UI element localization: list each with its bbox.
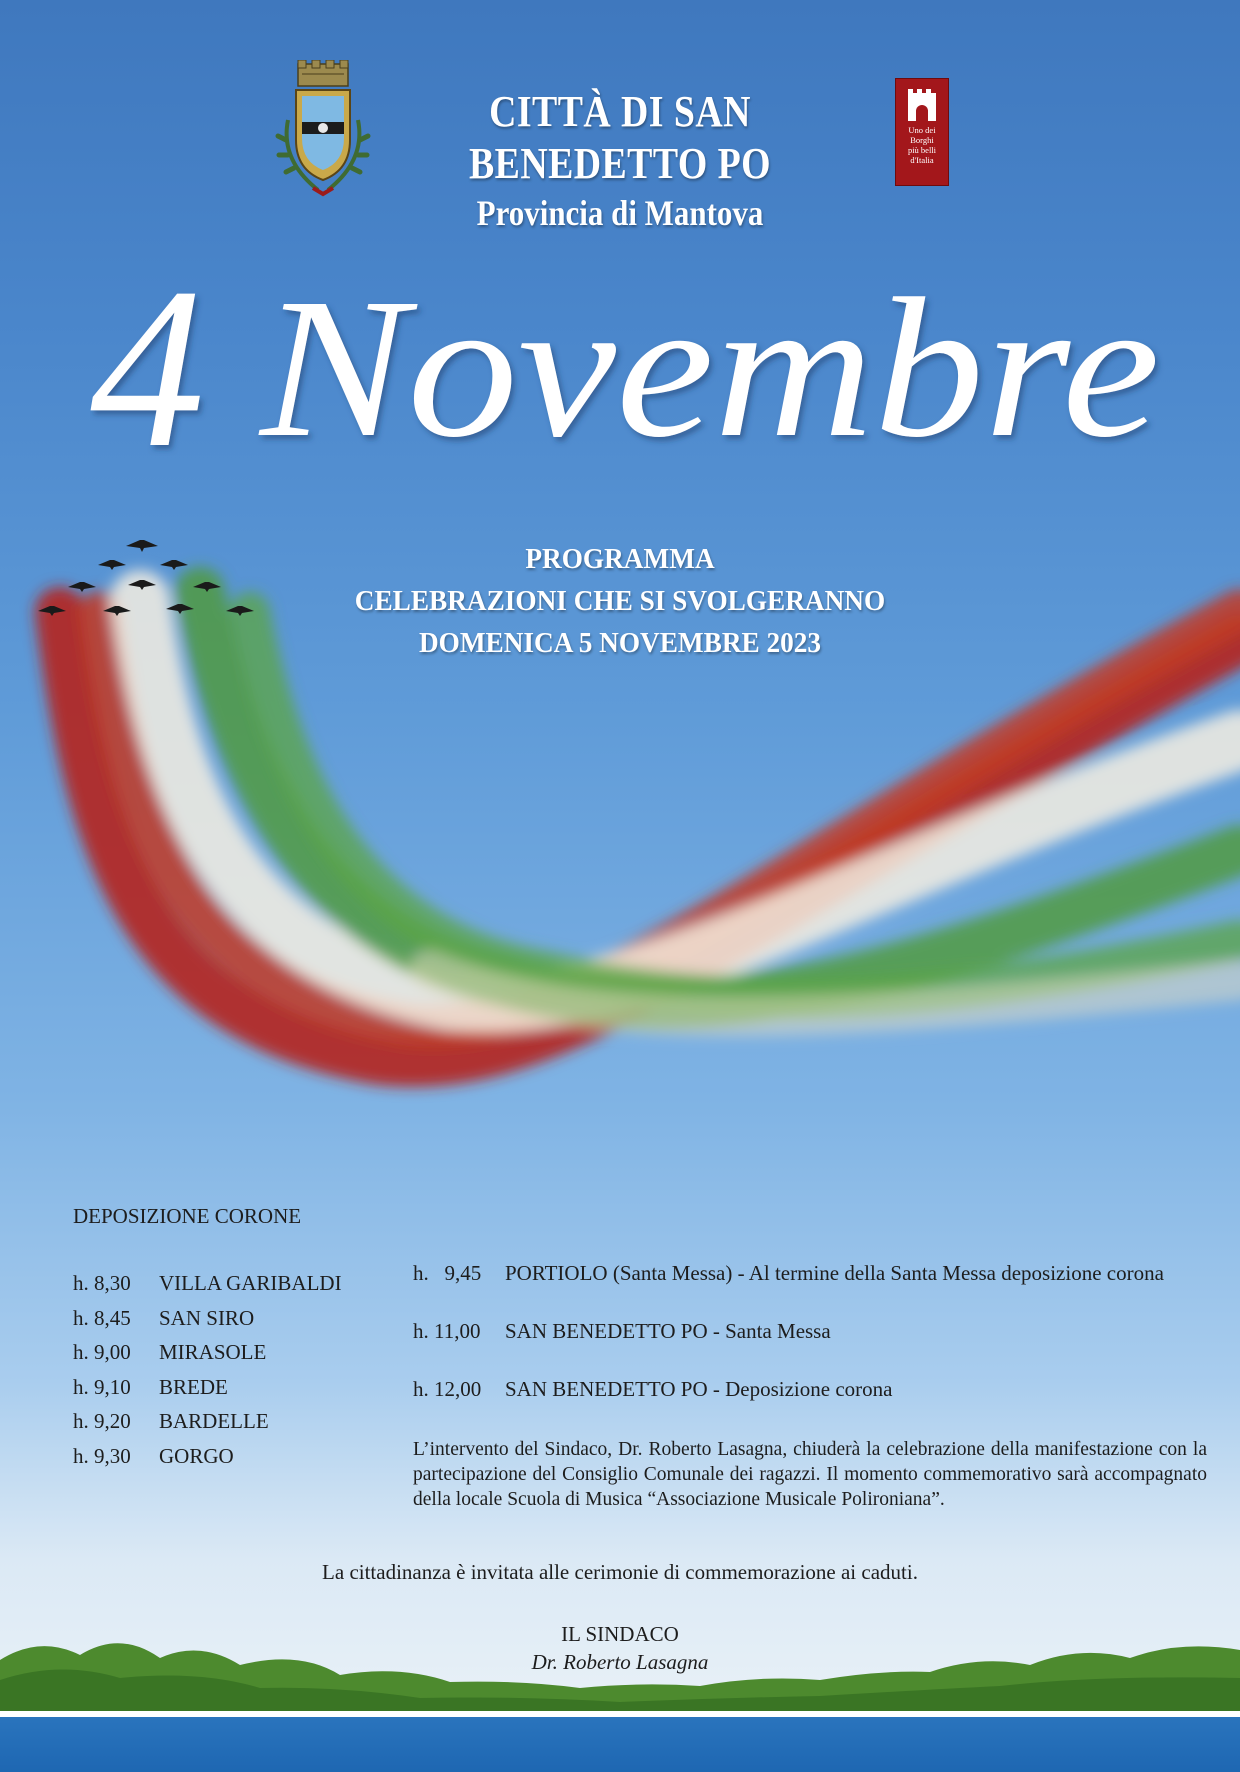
programma-subtitle: CELEBRAZIONI CHE SI SVOLGERANNO [354,585,886,617]
castle-icon [906,87,938,123]
title-month: Novembre [257,258,1160,479]
list-item: h. 9,30 GORGO [73,1443,234,1468]
bottom-bar [0,1717,1240,1772]
event-item: h. 9,45 PORTIOLO (Santa Messa) - Al termine della Santa Messa deposizione corona [413,1261,1164,1285]
event-item: h. 11,00 SAN BENEDETTO PO - Santa Messa [413,1319,831,1343]
list-item: h. 9,00 MIRASOLE [73,1340,267,1364]
borghi-text: Uno dei Borghi più belli d'Italia [907,125,937,165]
main-title [90,225,1170,525]
invitation-text: La cittadinanza è invitata alle cerimonie di commemorazione ai caduti. [322,1560,918,1584]
events-list [413,1258,1213,1432]
programma-block [250,538,990,664]
list-item: h. 9,20 BARDELLE [73,1409,269,1433]
programma-title: PROGRAMMA [525,543,715,575]
deposizione-list [73,1266,393,1473]
list-item: h. 9,10 BREDE [73,1374,228,1399]
list-item: h. 8,45 SAN SIRO [73,1305,255,1330]
province-name: Provincia di Mantova [476,193,764,233]
city-name: CITTÀ DI SAN BENEDETTO PO [468,87,771,188]
borghi-badge [895,78,949,186]
signature-block [420,1620,820,1676]
signature-role: IL SINDACO [561,1622,679,1646]
header-title [380,86,860,236]
programma-date: DOMENICA 5 NOVEMBRE 2023 [418,627,822,659]
signature-name: Dr. Roberto Lasagna [531,1650,709,1674]
coat-of-arms-icon [268,60,378,210]
list-item: h. 8,30 VILLA GARIBALDI [73,1271,342,1295]
event-item: h. 12,00 SAN BENEDETTO PO - Deposizione corona [413,1377,893,1401]
deposizione-title: DEPOSIZIONE CORONE [73,1204,302,1228]
closing-paragraph: L’intervento del Sindaco, Dr. Roberto Lasagna, chiuderà la celebrazione della manifestazione con la partecipazione del Consiglio Comunale dei ragazzi. Il momento commemorativo sarà accompagnato della locale Scuola di Musica “Associazione Musicale Polironiana”. [413,1439,1207,1510]
title-day: 4 [90,240,205,495]
